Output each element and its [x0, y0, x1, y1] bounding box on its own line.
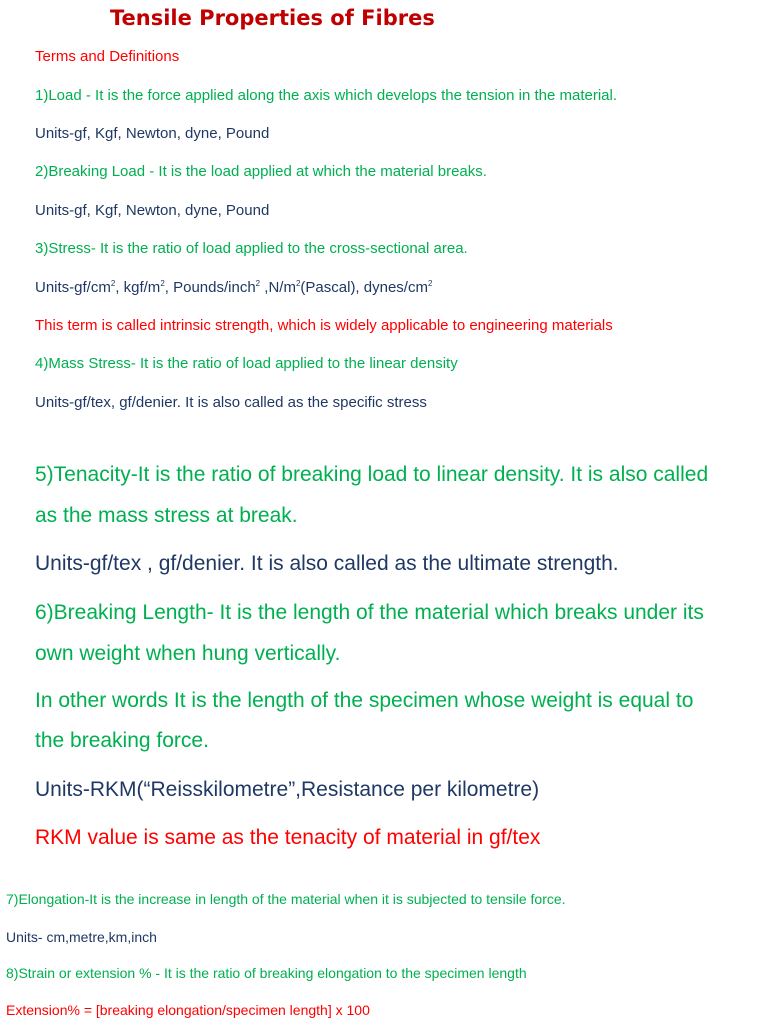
page-title: Tensile Properties of Fibres: [110, 6, 435, 30]
note-intrinsic-strength: This term is called intrinsic strength, which is widely applicable to engineering materials: [35, 317, 613, 334]
definition-stress: 3)Stress- It is the ratio of load applied to the cross-sectional area.: [35, 240, 468, 257]
definition-mass-stress: 4)Mass Stress- It is the ratio of load applied to the linear density: [35, 355, 458, 372]
definition-breaking-length-line-2: own weight when hung vertically.: [35, 642, 341, 665]
definition-breaking-load: 2)Breaking Load - It is the load applied at which the material breaks.: [35, 163, 487, 180]
section-heading: Terms and Definitions: [35, 48, 180, 65]
definition-strain: 8)Strain or extension % - It is the ratio of breaking elongation to the specimen length: [6, 965, 527, 981]
definition-tenacity-line-2: as the mass stress at break.: [35, 504, 298, 527]
formula-extension: Extension% = [breaking elongation/specimen length] x 100: [6, 1002, 370, 1018]
definition-breaking-length-line-1: 6)Breaking Length- It is the length of the material which breaks under its: [35, 601, 704, 624]
other-words-line-2: the breaking force.: [35, 729, 209, 752]
note-rkm: RKM value is same as the tenacity of material in gf/tex: [35, 826, 541, 849]
definition-elongation: 7)Elongation-It is the increase in length of the material when it is subjected to tensile force.: [6, 891, 566, 907]
units-tenacity: Units-gf/tex , gf/denier. It is also called as the ultimate strength.: [35, 552, 619, 575]
other-words-line-1: In other words It is the length of the specimen whose weight is equal to: [35, 689, 694, 712]
units-load: Units-gf, Kgf, Newton, dyne, Pound: [35, 125, 270, 142]
units-rkm: Units-RKM(“Reisskilometre”,Resistance per kilometre): [35, 778, 540, 801]
definition-load: 1)Load - It is the force applied along the axis which develops the tension in the material.: [35, 87, 618, 104]
units-mass-stress: Units-gf/tex, gf/denier. It is also called as the specific stress: [35, 394, 427, 411]
units-breaking-load: Units-gf, Kgf, Newton, dyne, Pound: [35, 202, 270, 219]
definition-tenacity-line-1: 5)Tenacity-It is the ratio of breaking load to linear density. It is also called: [35, 463, 709, 486]
units-stress: Units-$gf/cm^2$, kgf/$m^2$, Pounds/inch$^2$ $,N/m^2(Pascal)$, dynes/$cm^2$: [35, 279, 433, 296]
units-elongation: Units- cm,metre,km,inch: [6, 929, 157, 945]
